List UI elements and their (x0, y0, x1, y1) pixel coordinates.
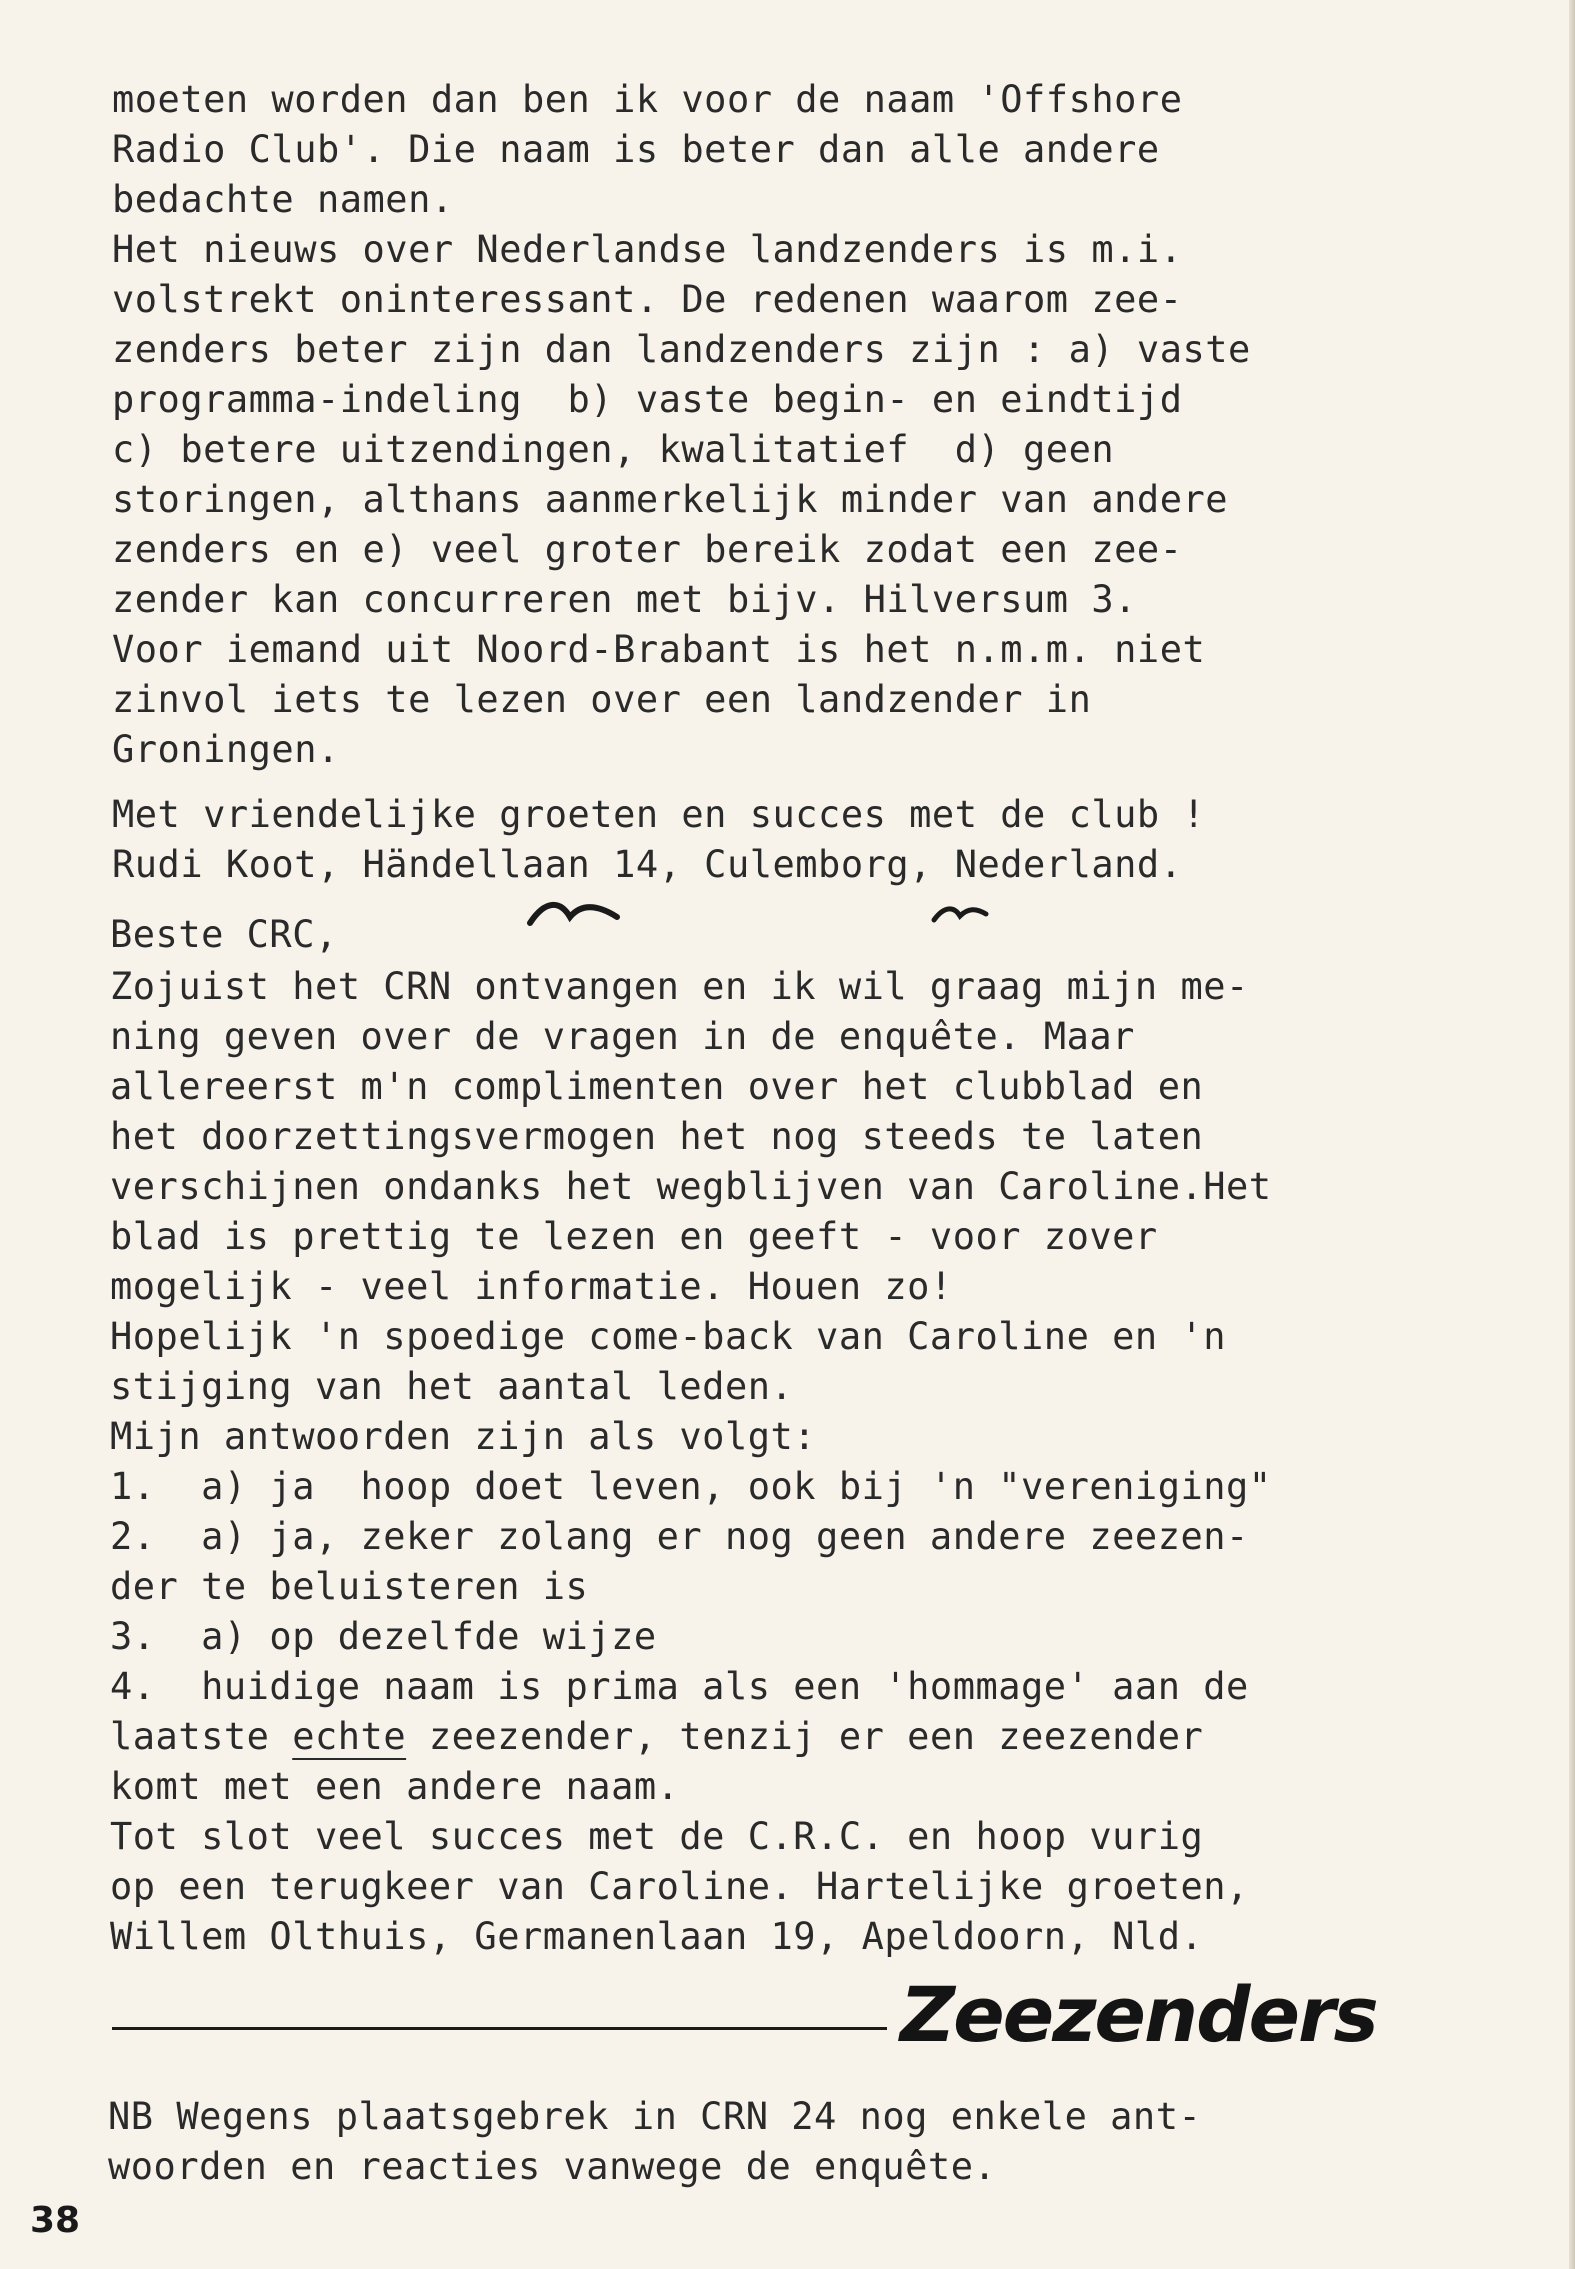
page-number: 38 (30, 2200, 81, 2241)
footnote-line: woorden en reacties vanwege de enquête. (108, 2145, 997, 2188)
letter2-line: verschijnen ondanks het wegblijven van Caroline.Het (110, 1165, 1272, 1208)
line-text-pre: laatste (110, 1715, 293, 1758)
letter1-line: zenders en e) veel groter bereik zodat een zee- (112, 528, 1183, 571)
letter2-line: op een terugkeer van Caroline. Hartelijke groeten, (110, 1865, 1249, 1908)
letter1-line: moeten worden dan ben ik voor de naam 'Offshore (112, 78, 1183, 121)
letter2-line: Mijn antwoorden zijn als volgt: (110, 1415, 817, 1458)
letter2-line: Zojuist het CRN ontvangen en ik wil graag mijn me- (110, 965, 1249, 1008)
letter1-line: Met vriendelijke groeten en succes met de club ! (112, 793, 1206, 836)
zeezenders-logo: Zeezenders (900, 1970, 1377, 2059)
letter2-line: allereerst m'n complimenten over het clubblad en (110, 1065, 1204, 1108)
letter1-line: programma-indeling b) vaste begin- en eindtijd (112, 378, 1183, 421)
letter2-line: Tot slot veel succes met de C.R.C. en hoop vurig (110, 1815, 1204, 1858)
letter1-line: zinvol iets te lezen over een landzender in (112, 678, 1092, 721)
letter1-line: storingen, althans aanmerkelijk minder van andere (112, 478, 1229, 521)
handwritten-mark-left (525, 895, 625, 935)
letter2-line: ning geven over de vragen in de enquête. Maar (110, 1015, 1135, 1058)
letter1-line: zenders beter zijn dan landzenders zijn : a) vaste (112, 328, 1251, 371)
line-text-post: zeezender, tenzij er een zeezender (406, 1715, 1204, 1758)
letter1-signature: Rudi Koot, Händellaan 14, Culemborg, Nederland. (112, 843, 1183, 886)
letter1-line: Radio Club'. Die naam is beter dan alle andere (112, 128, 1160, 171)
letter1-line: bedachte namen. (112, 178, 454, 221)
answer-item: 1. a) ja hoop doet leven, ook bij 'n "vereniging" (110, 1465, 1272, 1508)
page-edge (1569, 0, 1575, 2269)
answer-item-underlined-line (110, 1712, 1203, 1762)
letter2-line: Hopelijk 'n spoedige come-back van Caroline en 'n (110, 1315, 1227, 1358)
letter2-signature: Willem Olthuis, Germanenlaan 19, Apeldoorn, Nld. (110, 1915, 1204, 1958)
letter2-line: het doorzettingsvermogen het nog steeds te laten (110, 1115, 1204, 1158)
letter2-line: blad is prettig te lezen en geeft - voor zover (110, 1215, 1158, 1258)
answer-item: 2. a) ja, zeker zolang er nog geen andere zeezen- (110, 1515, 1249, 1558)
letter2-line: stijging van het aantal leden. (110, 1365, 794, 1408)
letter1-line: Voor iemand uit Noord-Brabant is het n.m.m. niet (112, 628, 1206, 671)
letter2-line: mogelijk - veel informatie. Houen zo! (110, 1265, 953, 1308)
letter2-greeting: Beste CRC, (110, 913, 338, 956)
letter2-line: komt met een andere naam. (110, 1765, 680, 1808)
answer-item: 4. huidige naam is prima als een 'hommage' aan de (110, 1665, 1249, 1708)
letter1-line: Het nieuws over Nederlandse landzenders is m.i. (112, 228, 1183, 271)
letter1-line: Groningen. (112, 728, 340, 771)
letter1-line: zender kan concurreren met bijv. Hilversum 3. (112, 578, 1137, 621)
divider-rule (112, 2027, 887, 2030)
answer-item: der te beluisteren is (110, 1565, 589, 1608)
handwritten-mark-right (930, 900, 990, 930)
underlined-word: echte (292, 1715, 407, 1758)
answer-item: 3. a) op dezelfde wijze (110, 1615, 657, 1658)
footnote-line: NB Wegens plaatsgebrek in CRN 24 nog enkele ant- (108, 2095, 1202, 2138)
letter1-line: volstrekt oninteressant. De redenen waarom zee- (112, 278, 1183, 321)
letter1-line: c) betere uitzendingen, kwalitatief d) geen (112, 428, 1115, 471)
